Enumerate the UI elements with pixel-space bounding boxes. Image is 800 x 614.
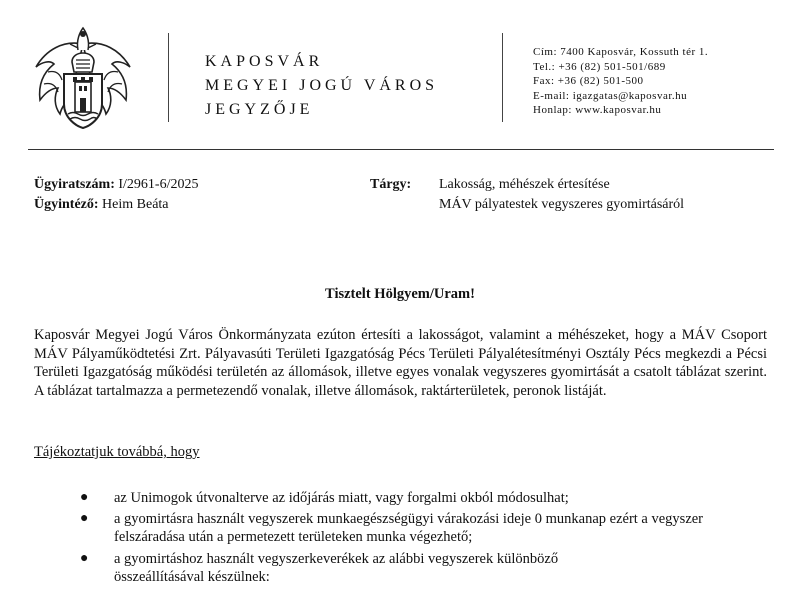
case-number: I/2961-6/2025 bbox=[118, 177, 199, 192]
organization-name bbox=[205, 50, 438, 122]
contact-email: E-mail: igazgatas@kaposvar.hu bbox=[533, 89, 688, 102]
subject-text bbox=[439, 175, 684, 215]
salutation: Tisztelt Hölgyem/Uram! bbox=[325, 286, 475, 302]
list-item-text: a gyomirtáshoz használt vegyszerkeverékek az alábbi vegyszerek különböző összeállításával készülnek: bbox=[114, 550, 559, 585]
contact-fax: Fax: +36 (82) 501-500 bbox=[533, 75, 644, 87]
header-divider-right bbox=[502, 33, 503, 122]
org-line: MEGYEI JOGÚ VÁROS bbox=[205, 77, 439, 94]
contact-address: Cím: 7400 Kaposvár, Kossuth tér 1. bbox=[533, 46, 709, 58]
bullet-icon: ● bbox=[80, 511, 89, 527]
org-line: JEGYZŐJE bbox=[205, 101, 314, 118]
subject-line: Lakosság, méhészek értesítése bbox=[439, 177, 610, 192]
list-item bbox=[80, 489, 768, 507]
subject-label: Tárgy: bbox=[370, 177, 412, 192]
list-item-text: az Unimogok útvonalterve az időjárás miatt, vagy forgalmi okból módosulhat; bbox=[114, 490, 569, 506]
officer-label: Ügyintéző: bbox=[34, 197, 99, 212]
subheading: Tájékoztatjuk továbbá, hogy bbox=[34, 444, 200, 460]
contact-website: Honlap: www.kaposvar.hu bbox=[533, 104, 662, 116]
subject-line: MÁV pályatestek vegyszeres gyomirtásáról bbox=[439, 197, 685, 212]
org-line: KAPOSVÁR bbox=[205, 53, 324, 70]
header-divider-left bbox=[168, 33, 169, 122]
case-info bbox=[34, 175, 198, 215]
contact-info bbox=[533, 45, 708, 118]
coat-of-arms-logo bbox=[28, 22, 138, 132]
bullet-icon: ● bbox=[80, 550, 89, 566]
body-paragraph: Kaposvár Megyei Jogú Város Önkormányzata ezúton értesíti a lakosságot, valamint a méhészeket, hogy a MÁV Csoport MÁV Pályaműködtetési Zrt. Pályavasúti Területi Igazgatóság Pécs Területi Pályalétesítményi Osztály Pécs megkezdi a Pécsi Területi Igazgatóság működési területén az állomások, illetve egyes vonalak vegyszeres gyomirtását a csatolt táblázat szerint. A táblázat tartalmazza a permetezendő vonalak, illetve állomások, raktárterületek, peronok listáját. bbox=[34, 327, 767, 399]
list-item bbox=[80, 510, 768, 546]
contact-phone: Tel.: +36 (82) 501-501/689 bbox=[533, 60, 666, 73]
list-item bbox=[80, 550, 614, 586]
case-number-label: Ügyiratszám: bbox=[34, 177, 115, 192]
header-rule bbox=[28, 149, 774, 150]
list-item-text: a gyomirtásra használt vegyszerek munkaegészségügyi várakozási ideje 0 munkanap ezért a vegyszer felszáradása után a permetezett területeken munka végezhető; bbox=[114, 511, 704, 546]
bullet-icon: ● bbox=[80, 490, 89, 505]
officer-name: Heim Beáta bbox=[102, 197, 169, 212]
bullet-list bbox=[80, 489, 768, 586]
